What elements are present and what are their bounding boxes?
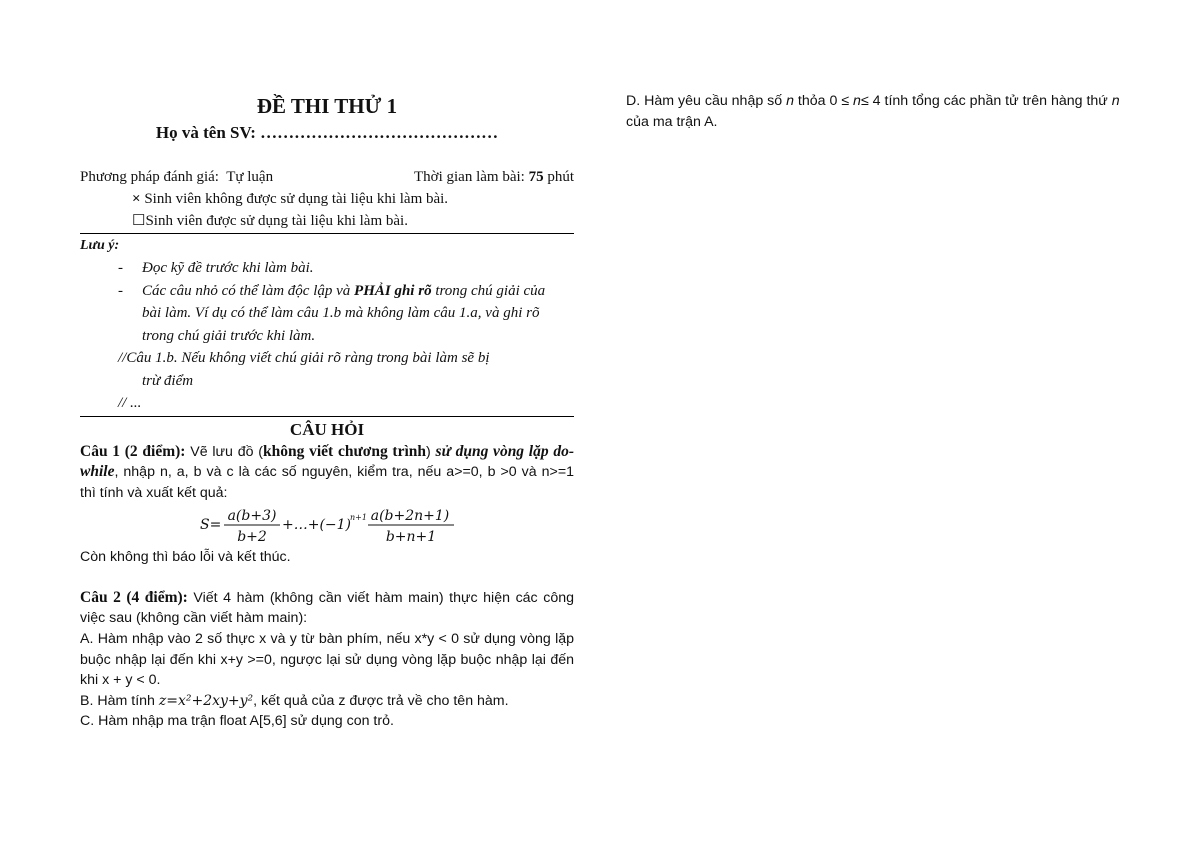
note-text: Các câu nhỏ có thể làm độc lập và PHẢI ghi rõ trong chú giải của bài làm. Ví dụ có thể làm câu 1.b mà không làm câu 1.a, và ghi rõ trong chú giải trước khi làm. bbox=[142, 282, 546, 344]
right-column bbox=[626, 91, 1126, 132]
question-1-heading: Câu 1 (2 điểm): bbox=[80, 442, 186, 460]
time-info bbox=[414, 166, 574, 188]
divider bbox=[80, 416, 574, 417]
note-comment-ellipsis: // ... bbox=[118, 395, 142, 411]
formula-mid: +…+(−1) bbox=[282, 517, 352, 534]
question-2-heading: Câu 2 (4 điểm): bbox=[80, 588, 188, 606]
notes-block bbox=[80, 235, 574, 415]
formula-num1: a(b+3) bbox=[227, 508, 277, 525]
dash: - bbox=[118, 260, 123, 276]
option-no-materials bbox=[80, 188, 574, 210]
divider bbox=[80, 233, 574, 234]
part-label: A bbox=[80, 631, 90, 648]
formula-svg bbox=[200, 505, 500, 545]
x-mark-icon: × bbox=[132, 191, 141, 207]
formula-den1: b+2 bbox=[237, 529, 267, 546]
question-2: Câu 2 (4 điểm): Viết 4 hàm (không cần viết hàm main) thực hiện các công việc sau (không cần viết hàm main): bbox=[80, 588, 574, 627]
question-1-else: Còn không thì báo lỗi và kết thúc. bbox=[80, 549, 291, 566]
method-info bbox=[80, 166, 273, 188]
option-materials-allowed bbox=[80, 210, 574, 232]
formula-z: z=x²+2xy+y² bbox=[158, 692, 254, 709]
exam-info-row bbox=[80, 166, 574, 188]
question-2-b: B. Hàm tính z=x²+2xy+y², kết quả của z được trả về cho tên hàm. bbox=[80, 692, 509, 709]
note-item bbox=[80, 280, 574, 348]
checkbox-icon: ☐ bbox=[132, 213, 146, 229]
note-text: Đọc kỹ đề trước khi làm bài. bbox=[142, 260, 314, 276]
formula-den2: b+n+1 bbox=[385, 529, 437, 546]
exam-title: ĐỀ THI THỬ 1 bbox=[256, 94, 398, 118]
left-column bbox=[80, 92, 574, 732]
time-value: 75 bbox=[528, 169, 544, 185]
question-2-c: C. Hàm nhập ma trận float A[5,6] sử dụng con trỏ. bbox=[80, 713, 394, 730]
dash: - bbox=[118, 282, 123, 299]
time-label: Thời gian làm bài: bbox=[414, 169, 525, 185]
question-1: Câu 1 (2 điểm): Vẽ lưu đồ (không viết chương trình) sử dụng vòng lặp do-while, nhập n, a, b và c là các số nguyên, kiểm tra, nếu a>=0, b >0 và n>=1 thì tính và xuất kết quả: bbox=[80, 442, 574, 501]
time-unit: phút bbox=[547, 169, 574, 185]
option-text: Sinh viên được sử dụng tài liệu khi làm bài. bbox=[145, 213, 408, 229]
section-title: CÂU HỎI bbox=[289, 419, 365, 439]
option-text: Sinh viên không được sử dụng tài liệu khi làm bài. bbox=[144, 191, 449, 207]
question-2-a: A. Hàm nhập vào 2 số thực x và y từ bàn phím, nếu x*y < 0 sử dụng vòng lặp buộc nhập lại đến khi x+y >=0, ngược lại sử dụng vòng lặp buộc nhập lại đến khi x + y < 0. bbox=[80, 631, 574, 689]
question-2-d: D. Hàm yêu cầu nhập số n thỏa 0 ≤ n≤ 4 tính tổng các phần tử trên hàng thứ n của ma trận A. bbox=[626, 93, 1120, 130]
method-value: Tự luận bbox=[226, 169, 274, 185]
part-label: C bbox=[80, 713, 91, 730]
notes-title: Lưu ý: bbox=[80, 238, 120, 253]
part-label: D bbox=[626, 93, 637, 109]
student-name-line: Họ và tên SV: …………………………………… bbox=[155, 123, 499, 142]
formula-s bbox=[200, 505, 574, 545]
note-item bbox=[80, 257, 574, 280]
method-label: Phương pháp đánh giá: bbox=[80, 169, 219, 185]
formula-lhs: S= bbox=[200, 517, 222, 534]
note-comment: //Câu 1.b. Nếu không viết chú giải rõ ràng trong bài làm sẽ bị trừ điểm bbox=[118, 350, 490, 389]
formula-num2: a(b+2n+1) bbox=[370, 508, 450, 525]
part-label: B bbox=[80, 692, 90, 709]
formula-exp: n+1 bbox=[350, 513, 367, 523]
